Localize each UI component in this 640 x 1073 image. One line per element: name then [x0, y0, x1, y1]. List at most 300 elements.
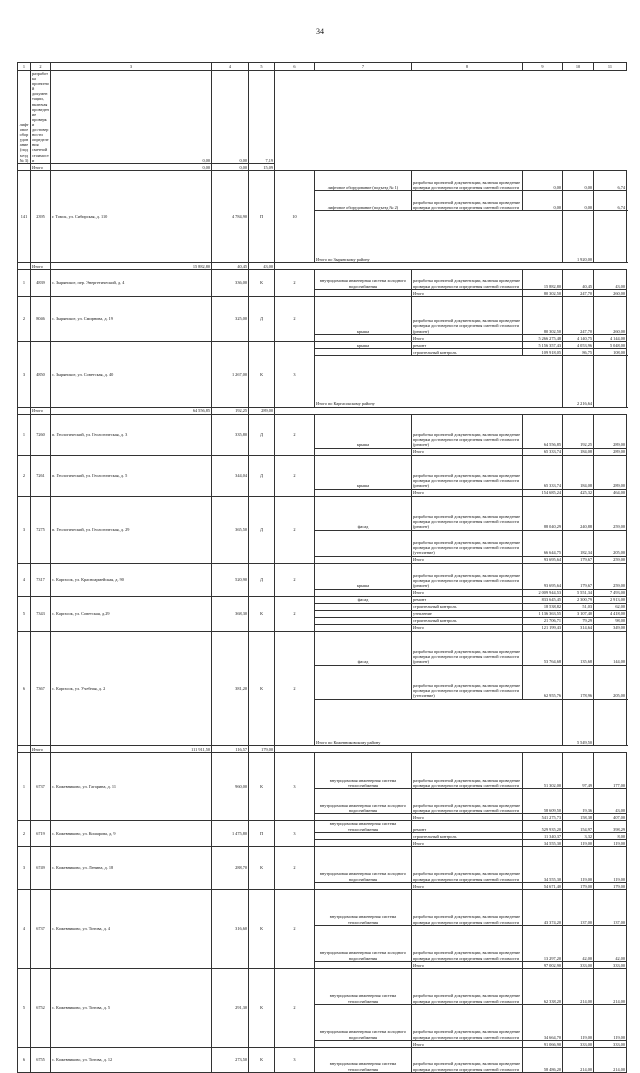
work-description-cell: разработка проектной документации, включая проведение проверки достоверности определения сметной стоимости (ремонт)	[412, 455, 523, 489]
max-cost-cell: 43,00	[594, 789, 627, 814]
empty-cell	[18, 262, 31, 269]
cost-cell: 97 002,90	[523, 961, 563, 968]
area-cell: 365,50	[212, 496, 249, 563]
work-type-cell: внутридомовая инженерная система холодного водоснабжения	[315, 846, 412, 882]
cost-cell: 64 556,85	[523, 414, 563, 448]
repair-schedule-table	[17, 62, 627, 1073]
cost-cell: 2 009 944,53	[523, 589, 563, 596]
material-cell: Д	[249, 563, 275, 596]
house-id-cell: 7260	[31, 414, 51, 455]
cost-cell: 65 333,74	[523, 455, 563, 489]
unit-cost-cell: 4 053,96	[563, 341, 594, 348]
col-header: 3	[51, 63, 212, 71]
table-row	[18, 414, 627, 448]
max-cost-cell: 214,00	[594, 968, 627, 1004]
work-description-cell: разработка проектной документации, включая проведение проверки достоверности определения сметной стоимости	[412, 190, 523, 210]
unit-cost-cell: 3,32	[563, 832, 594, 839]
table-row	[18, 563, 627, 589]
header-row	[18, 63, 627, 71]
unit-cost-cell: 179,67	[563, 563, 594, 589]
max-cost-cell: 119,00	[594, 839, 627, 846]
max-cost-cell: 42,00	[594, 925, 627, 961]
material-cell: К	[249, 341, 275, 407]
work-description-cell: Итого	[412, 961, 523, 968]
max-cost-cell: 62,00	[594, 603, 627, 610]
material-cell: К	[249, 596, 275, 631]
work-type-cell: лифтовое оборудование (подъезд № 2)	[315, 190, 412, 210]
col-header: 10	[563, 63, 594, 71]
work-description-cell: ремонт	[412, 596, 523, 603]
max-cost-cell: 259,00	[594, 496, 627, 530]
max-cost-cell: 119,00	[594, 846, 627, 882]
house-id-cell: 8046	[31, 296, 51, 341]
max-cost-cell: 43,00	[594, 269, 627, 289]
table-row	[18, 1047, 627, 1072]
material-cell: Д	[249, 496, 275, 563]
house-id-cell: 4850	[31, 341, 51, 407]
cost-cell: 58 486,20	[523, 1047, 563, 1072]
max-cost-cell: 7 493,00	[594, 589, 627, 596]
work-description-cell: строительный контроль	[412, 603, 523, 610]
work-type-cell: фасад	[315, 596, 412, 603]
area-cell: 288,70	[212, 846, 249, 889]
house-id-cell: 6737	[31, 753, 51, 821]
work-description-cell: разработка проектной документации, включая проведение проверки достоверности определения сметной стоимости	[412, 170, 523, 190]
material-cell: К	[249, 889, 275, 968]
unit-cost-cell: 119,00	[563, 846, 594, 882]
cost-cell: 34 555,30	[523, 839, 563, 846]
cost-cell: 51 302,00	[523, 753, 563, 789]
table-row	[18, 170, 627, 190]
page-number: 34	[316, 27, 324, 36]
work-description-cell: разработка проектной документации, включая проведение проверки достоверности определения сметной стоимости (ремонт)	[412, 496, 523, 530]
work-description-cell: строительный контроль	[412, 617, 523, 624]
empty-cell	[315, 839, 412, 846]
max-cost-cell: 333,00	[594, 1040, 627, 1047]
house-id-cell: 4839	[31, 269, 51, 296]
table-row	[18, 455, 627, 489]
cost-cell: 91 066,90	[523, 1040, 563, 1047]
empty-cell	[315, 961, 412, 968]
work-description-cell: разработка проектной документации, включая проведение проверки достоверности определения сметной стоимости (ремонт)	[412, 631, 523, 665]
table-body	[18, 63, 627, 1073]
work-type-cell: фасад	[315, 631, 412, 665]
work-description-cell: разработка проектной документации, включая проведение проверки достоверности определения сметной стоимости (ремонт)	[412, 563, 523, 589]
work-type-cell: крыша	[315, 296, 412, 334]
area-cell: 325,00	[212, 296, 249, 341]
floors-cell: 2	[275, 631, 315, 746]
address-cell: п. Геологический, ул. Геологическая, д. 3	[51, 414, 212, 455]
material-cell: Д	[249, 455, 275, 496]
empty-cell	[315, 882, 412, 889]
address-cell: п. Геологический, ул. Геологическая, д. 29	[51, 496, 212, 563]
area-cell: 336,00	[212, 269, 249, 296]
area-cell: 5 549,50	[563, 699, 594, 746]
address-cell: с. Кожевниково, ул. Ленина, д. 18	[51, 846, 212, 889]
cost-cell: 0,00	[51, 163, 212, 170]
work-description-cell: разработка проектной документации, включая проведение проверки достоверности определения сметной стоимости	[412, 753, 523, 789]
work-type-cell: крыша	[315, 563, 412, 589]
material-cell: К	[249, 631, 275, 746]
work-description-cell: разработка проектной документации, включая проведение проверки достоверности определения сметной стоимости (ремонт)	[412, 414, 523, 448]
row-number-cell: 2	[18, 821, 31, 846]
unit-cost-cell: 333,00	[563, 961, 594, 968]
work-description-cell: Итого	[412, 589, 523, 596]
empty-cell	[315, 348, 412, 355]
table-row	[18, 71, 627, 164]
cost-cell: 65 333,74	[523, 448, 563, 455]
floors-cell: 2	[275, 296, 315, 341]
area-cell: 2 216,64	[563, 355, 594, 407]
empty-cell	[594, 210, 627, 262]
unit-cost-cell: 214,00	[563, 1047, 594, 1072]
house-id-cell: 6755	[31, 1047, 51, 1072]
empty-cell	[315, 617, 412, 624]
unit-cost-cell: 19,36	[563, 789, 594, 814]
col-header: 4	[212, 63, 249, 71]
max-cost-cell: 289,00	[249, 407, 275, 414]
area-cell: 316,60	[212, 889, 249, 968]
work-description-cell: Итого	[412, 624, 523, 631]
work-type-cell: лифтовое оборудование (подъезд № 3)	[18, 71, 31, 164]
work-description-cell: Итого	[412, 839, 523, 846]
material-cell: Д	[249, 296, 275, 341]
cost-cell: 34 555,30	[523, 846, 563, 882]
address-cell: с. Кожевниково, ул. Титова, д. 12	[51, 1047, 212, 1072]
cost-cell: 15 882,80	[51, 262, 212, 269]
cost-cell: 80 302,50	[523, 296, 563, 334]
empty-cell	[315, 289, 412, 296]
address-cell: г. Томск, ул. Сибирская, д. 110	[51, 170, 212, 262]
material-cell: К	[249, 846, 275, 889]
floors-cell: 2	[275, 889, 315, 968]
max-cost-cell: 5 048,00	[594, 341, 627, 348]
unit-cost-cell: 119,00	[563, 1004, 594, 1040]
max-cost-cell: 43,00	[249, 262, 275, 269]
cost-cell: 121 199,43	[523, 624, 563, 631]
unit-cost-cell: 0,00	[563, 170, 594, 190]
unit-cost-cell: 51,03	[563, 603, 594, 610]
empty-cell	[18, 163, 31, 170]
work-description-cell: разработка проектной документации, включая проведение проверки достоверности определения сметной стоимости	[412, 925, 523, 961]
floors-cell: 3	[275, 341, 315, 407]
max-cost-cell: 8,00	[594, 832, 627, 839]
table-row	[18, 262, 627, 269]
row-number-cell: 3	[18, 496, 31, 563]
area-cell: 381,20	[212, 631, 249, 746]
floors-cell: 2	[275, 563, 315, 596]
max-cost-cell: 7,19	[249, 71, 275, 164]
work-description-cell: разработка проектной документации, включая проведение проверки достоверности определения сметной стоимости (утепление)	[412, 665, 523, 699]
unit-cost-cell: 178,96	[563, 665, 594, 699]
cost-cell: 109 918,05	[523, 348, 563, 355]
max-cost-cell: 108,00	[594, 348, 627, 355]
area-cell: 1 920,00	[563, 210, 594, 262]
work-description-cell: Итого	[412, 489, 523, 496]
max-cost-cell: 205,00	[594, 665, 627, 699]
house-id-cell: 7261	[31, 455, 51, 496]
col-header: 6	[275, 63, 315, 71]
max-cost-cell: 2 913,00	[594, 596, 627, 603]
address-cell: с. Каргасок, ул. Учебная, д. 2	[51, 631, 212, 746]
work-description-cell: Итого	[412, 1040, 523, 1047]
work-description-cell: разработка проектной документации, включая проведение проверки достоверности определения сметной стоимости	[412, 968, 523, 1004]
row-number-cell: 5	[18, 596, 31, 631]
max-cost-cell: 289,00	[594, 448, 627, 455]
max-cost-cell: 4 418,00	[594, 610, 627, 617]
work-description-cell: разработка проектной документации, включая проведение проверки достоверности определения сметной стоимости	[412, 1004, 523, 1040]
work-description-cell: Итого	[31, 163, 51, 170]
address-cell: с. Зырянское, ул. Смирнова, д. 19	[51, 296, 212, 341]
floors-cell: 3	[275, 821, 315, 846]
floors-cell: 3	[275, 1047, 315, 1072]
max-cost-cell: 15,09	[249, 163, 275, 170]
work-description-cell: Итого	[412, 334, 523, 341]
area-cell: 4 784,90	[212, 170, 249, 262]
empty-cell	[315, 610, 412, 617]
table-row	[18, 821, 627, 832]
cost-cell: 58 609,50	[523, 789, 563, 814]
max-cost-cell: 398,29	[594, 821, 627, 832]
work-description-cell: ремонт	[412, 341, 523, 348]
cost-cell: 21 706,71	[523, 617, 563, 624]
floors-cell: 2	[275, 496, 315, 563]
cost-cell: 34 664,70	[523, 1004, 563, 1040]
row-number-cell: 3	[18, 341, 31, 407]
house-id-cell: 7343	[31, 596, 51, 631]
table-row	[18, 341, 627, 348]
max-cost-cell: 179,00	[249, 746, 275, 753]
row-number-cell: 3	[18, 846, 31, 889]
max-cost-cell: 260,00	[594, 289, 627, 296]
work-description-cell: утепление	[412, 610, 523, 617]
address-cell: с. Кожевниково, ул. Гагарина, д. 11	[51, 753, 212, 821]
district-total-label: Итого по Каргасокскому району	[315, 355, 563, 407]
table-row	[18, 889, 627, 925]
work-description-cell: разработка проектной документации, включая проведение проверки достоверности определения сметной стоимости	[412, 789, 523, 814]
work-description-cell: строительный контроль	[412, 348, 523, 355]
house-id-cell: 2395	[31, 170, 51, 262]
floors-cell: 10	[275, 170, 315, 262]
empty-cell	[315, 665, 412, 699]
max-cost-cell: 177,00	[594, 753, 627, 789]
cost-cell: 5 156 357,43	[523, 341, 563, 348]
cost-cell: 93 695,64	[523, 563, 563, 589]
empty-cell	[594, 699, 627, 746]
area-cell: 520,90	[212, 563, 249, 596]
unit-cost-cell: 184,08	[563, 455, 594, 489]
work-type-cell: внутридомовая инженерная система теплоснабжения	[315, 1047, 412, 1072]
row-number-cell: 4	[18, 563, 31, 596]
cost-cell: 11 340,37	[523, 832, 563, 839]
floors-cell: 2	[275, 269, 315, 296]
work-description-cell: разработка проектной документации, включая проведение проверки достоверности определения сметной стоимости	[412, 1047, 523, 1072]
address-cell: с. Зырянское, пер. Энергетический, д. 4	[51, 269, 212, 296]
max-cost-cell: 98,00	[594, 617, 627, 624]
empty-cell	[315, 334, 412, 341]
work-description-cell: Итого	[412, 814, 523, 821]
cost-cell: 88 040,29	[523, 496, 563, 530]
work-description-cell: разработка проектной документации, включая проведение проверки достоверности определения сметной стоимости	[412, 846, 523, 882]
col-header: 2	[31, 63, 51, 71]
max-cost-cell: 289,00	[594, 455, 627, 489]
cost-cell: 111 911,50	[51, 746, 212, 753]
empty-cell	[18, 407, 31, 414]
max-cost-cell: 4 144,00	[594, 334, 627, 341]
floors-cell: 2	[275, 968, 315, 1047]
unit-cost-cell: 3 107,40	[563, 610, 594, 617]
work-type-cell: внутридомовая инженерная система холодного водоснабжения	[315, 789, 412, 814]
cost-cell: 1 136 363,55	[523, 610, 563, 617]
unit-cost-cell: 247,70	[563, 296, 594, 334]
address-cell: с. Каргасок, ул. Советская, д.29	[51, 596, 212, 631]
unit-cost-cell: 182,34	[563, 530, 594, 556]
floors-cell: 3	[275, 753, 315, 821]
row-number-cell: 6	[18, 631, 31, 746]
max-cost-cell: 137,00	[594, 889, 627, 925]
max-cost-cell: 259,00	[594, 556, 627, 563]
unit-cost-cell: 247,70	[563, 289, 594, 296]
work-description-cell: Итого	[412, 289, 523, 296]
unit-cost-cell: 333,00	[563, 1040, 594, 1047]
cost-cell: 15 882,80	[523, 269, 563, 289]
work-type-cell: крыша	[315, 414, 412, 448]
table-row	[18, 846, 627, 882]
work-description-cell: разработка проектной документации, включая проведение проверки достоверности определения сметной стоимости (утепление)	[412, 530, 523, 556]
work-type-cell: внутридомовая инженерная система холодного водоснабжения	[315, 1004, 412, 1040]
table-row	[18, 596, 627, 603]
unit-cost-cell: 0,00	[212, 71, 249, 164]
empty-cell	[315, 1040, 412, 1047]
unit-cost-cell: 4 140,75	[563, 334, 594, 341]
unit-cost-cell: 40,45	[563, 269, 594, 289]
house-id-cell: 7367	[31, 631, 51, 746]
max-cost-cell: 289,00	[594, 414, 627, 448]
work-type-cell: внутридомовая инженерная система холодного водоснабжения	[315, 925, 412, 961]
address-cell: п. Геологический, ул. Геологическая, д. 5	[51, 455, 212, 496]
row-number-cell: 5	[18, 968, 31, 1047]
max-cost-cell: 259,00	[594, 563, 627, 589]
unit-cost-cell: 135,68	[563, 631, 594, 665]
max-cost-cell: 144,00	[594, 631, 627, 665]
row-number-cell: 2	[18, 296, 31, 341]
max-cost-cell: 407,00	[594, 814, 627, 821]
empty-cell	[315, 489, 412, 496]
district-total-label: Итого по Зырянскому району	[315, 210, 563, 262]
max-cost-cell: 464,00	[594, 489, 627, 496]
work-description-cell: разработка проектной документации, включая проведение проверки достоверности определения сметной стоимости	[32, 71, 49, 163]
max-cost-cell: 6,74	[594, 170, 627, 190]
work-type-cell: внутридомовая инженерная система теплоснабжения	[315, 889, 412, 925]
empty-cell	[315, 556, 412, 563]
max-cost-cell: 214,00	[594, 1047, 627, 1072]
unit-cost-cell: 425,32	[563, 489, 594, 496]
work-description-cell: Итого	[31, 746, 51, 753]
work-type-cell: внутридомовая инженерная система теплоснабжения	[315, 753, 412, 789]
empty-cell	[594, 355, 627, 407]
cost-cell: 54 671,40	[523, 882, 563, 889]
unit-cost-cell: 192,25	[563, 414, 594, 448]
district-total-label: Итого по Кожевниковскому району	[315, 699, 563, 746]
area-cell: 291,30	[212, 968, 249, 1047]
max-cost-cell: 179,00	[594, 882, 627, 889]
row-number-cell: 1	[18, 269, 31, 296]
unit-cost-cell: 0,00	[212, 163, 249, 170]
unit-cost-cell: 154,97	[563, 821, 594, 832]
address-cell: с. Каргасок, ул. Красноармейская, д. 90	[51, 563, 212, 596]
address-cell: с. Кожевниково, ул. Титова, д. 4	[51, 889, 212, 968]
unit-cost-cell: 192,25	[212, 407, 249, 414]
cost-cell: 541 275,73	[523, 814, 563, 821]
house-id-cell: 7317	[31, 563, 51, 596]
unit-cost-cell: 240,88	[563, 496, 594, 530]
cost-cell: 18 538,82	[523, 603, 563, 610]
col-header: 5	[249, 63, 275, 71]
cost-cell: 0,00	[523, 190, 563, 210]
area-cell: 273,50	[212, 1047, 249, 1072]
max-cost-cell: 349,00	[594, 624, 627, 631]
empty-cell	[315, 603, 412, 610]
unit-cost-cell: 314,64	[563, 624, 594, 631]
cost-cell: 154 685,24	[523, 489, 563, 496]
floors-cell: 2	[275, 596, 315, 631]
unit-cost-cell: 79,29	[563, 617, 594, 624]
empty-cell	[18, 746, 31, 753]
material-cell: К	[249, 269, 275, 296]
col-header: 11	[594, 63, 627, 71]
table-row	[18, 407, 627, 414]
empty-cell	[315, 589, 412, 596]
floors-cell: 2	[275, 455, 315, 496]
work-type-cell: лифтовое оборудование (подъезд № 1)	[315, 170, 412, 190]
cost-cell: 13 297,20	[523, 925, 563, 961]
cost-cell: 64 556,85	[51, 407, 212, 414]
max-cost-cell: 333,00	[594, 961, 627, 968]
empty-cell	[315, 624, 412, 631]
cost-cell: 62 955,76	[523, 665, 563, 699]
unit-cost-cell: 5 551,34	[563, 589, 594, 596]
table-row	[18, 631, 627, 665]
unit-cost-cell: 137,00	[563, 889, 594, 925]
work-description-cell: Итого	[31, 407, 51, 414]
cost-cell: 62 338,20	[523, 968, 563, 1004]
unit-cost-cell: 97,49	[563, 753, 594, 789]
col-header: 8	[412, 63, 523, 71]
col-header: 7	[315, 63, 412, 71]
max-cost-cell: 260,00	[594, 296, 627, 334]
row-number-cell: 1	[18, 414, 31, 455]
work-description-cell: разработка проектной документации, включая проведение проверки достоверности определения сметной стоимости	[412, 269, 523, 289]
unit-cost-cell: 214,00	[563, 968, 594, 1004]
table-row	[18, 496, 627, 530]
work-description-cell: Итого	[412, 882, 523, 889]
work-description-cell: ремонт	[412, 821, 523, 832]
unit-cost-cell: 2 300,79	[563, 596, 594, 603]
cost-cell: 5 266 275,48	[523, 334, 563, 341]
empty-cell	[315, 530, 412, 556]
address-cell: с. Кожевниково, ул. Титова, д. 5	[51, 968, 212, 1047]
max-cost-cell: 119,00	[594, 1004, 627, 1040]
area-cell: 335,80	[212, 414, 249, 455]
material-cell: К	[249, 753, 275, 821]
row-number-cell: 4	[18, 889, 31, 968]
table-row	[18, 296, 627, 334]
row-number-cell: 2	[18, 455, 31, 496]
unit-cost-cell: 184,08	[563, 448, 594, 455]
work-type-cell: крыша	[315, 341, 412, 348]
address-cell: с. Кожевниково, ул. Кошарова, д. 9	[51, 821, 212, 846]
area-cell: 960,00	[212, 753, 249, 821]
